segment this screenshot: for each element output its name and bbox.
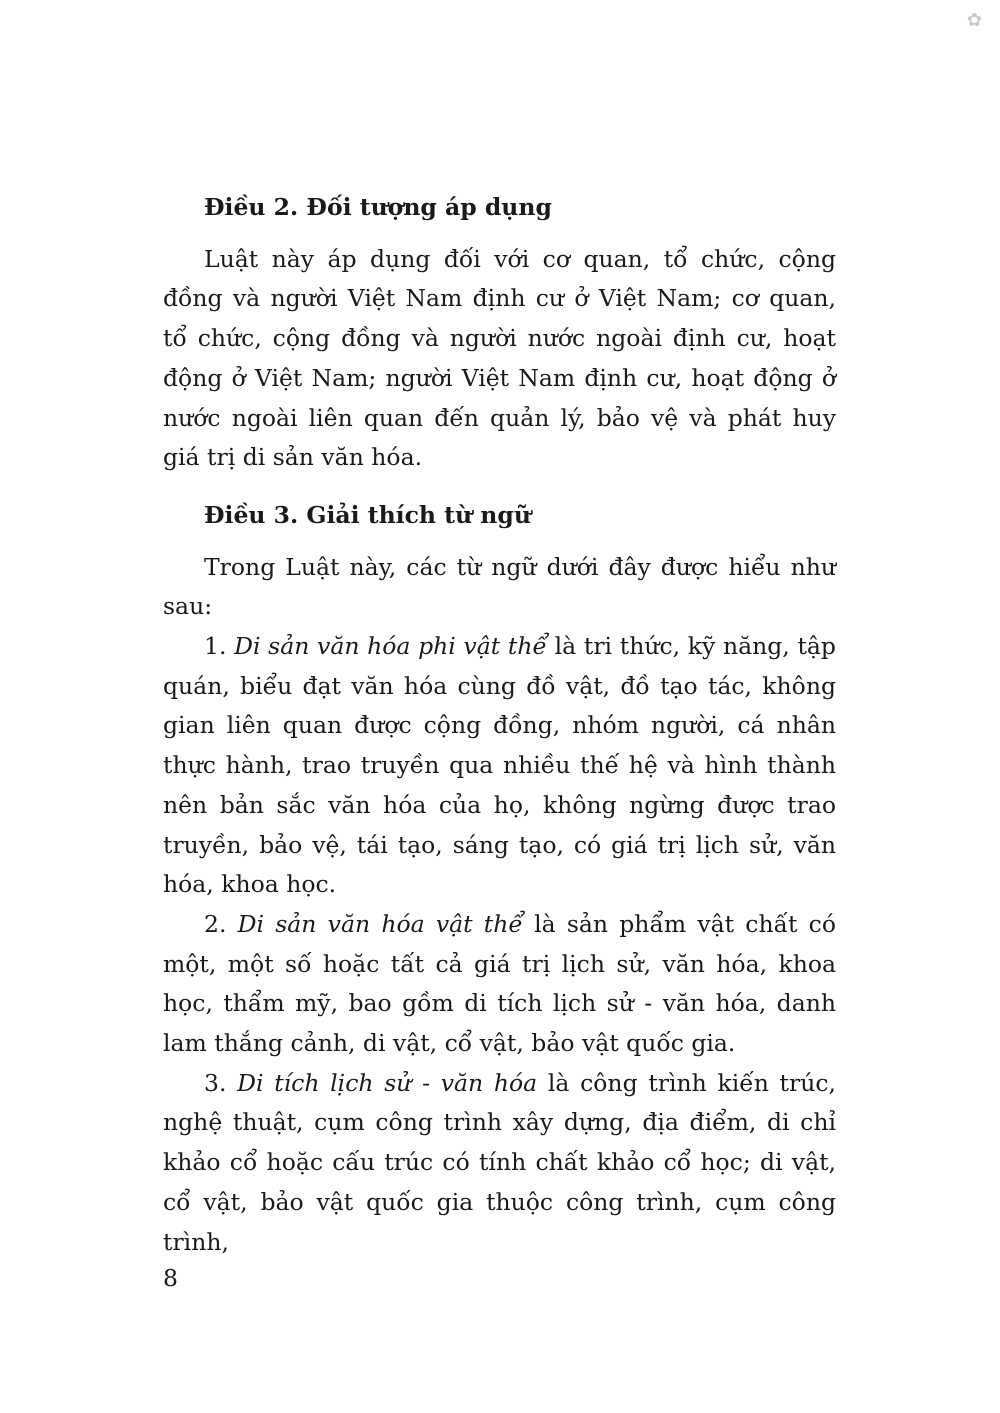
definition-item-1 xyxy=(163,627,836,905)
article-2-paragraph: Luật này áp dụng đối với cơ quan, tổ chức, cộng đồng và người Việt Nam định cư ở Việt Nam; cơ quan, tổ chức, cộng đồng và người nước ngoài định cư, hoạt động ở Việt Nam; người Việt Nam định cư, hoạt động ở nước ngoài liên quan đến quản lý, bảo vệ và phát huy giá trị di sản văn hóa. xyxy=(163,244,836,472)
definition-text: là công trình kiến trúc, nghệ thuật, cụm công trình xây dựng, địa điểm, di chỉ khảo cổ hoặc cấu trúc có tính chất khảo cổ học; di vật, cổ vật, bảo vật quốc gia thuộc công trình, cụm công trình, xyxy=(163,1068,836,1256)
page-body xyxy=(163,188,836,1262)
defined-term: Di sản văn hóa phi vật thể xyxy=(234,632,547,661)
article-2-heading: Điều 2. Đối tượng áp dụng xyxy=(204,193,552,221)
defined-term: Di sản văn hóa vật thể xyxy=(237,909,523,938)
item-number: 2. xyxy=(204,909,227,938)
definition-text: là sản phẩm vật chất có một, một số hoặc tất cả giá trị lịch sử, văn hóa, khoa học, thẩm mỹ, bao gồm di tích lịch sử - văn hóa, danh lam thắng cảnh, di vật, cổ vật, bảo vật quốc gia. xyxy=(163,909,836,1058)
definition-text: là tri thức, kỹ năng, tập quán, biểu đạt văn hóa cùng đồ vật, đồ tạo tác, không gian liên quan được cộng đồng, nhóm người, cá nhân thực hành, trao truyền qua nhiều thế hệ và hình thành nên bản sắc văn hóa của họ, không ngừng được trao truyền, bảo vệ, tái tạo, sáng tạo, có giá trị lịch sử, văn hóa, khoa học. xyxy=(163,632,836,899)
item-number: 1. xyxy=(204,632,227,661)
article-3-heading: Điều 3. Giải thích từ ngữ xyxy=(204,500,531,529)
item-number: 3. xyxy=(204,1068,227,1097)
defined-term: Di tích lịch sử - văn hóa xyxy=(237,1068,538,1097)
article-3-intro: Trong Luật này, các từ ngữ dưới đây được hiểu như sau: xyxy=(163,552,836,621)
corner-flower-mark: ✿ xyxy=(966,10,982,31)
definition-item-2 xyxy=(163,905,836,1064)
definition-item-3 xyxy=(163,1064,836,1263)
page-number: 8 xyxy=(163,1264,178,1292)
